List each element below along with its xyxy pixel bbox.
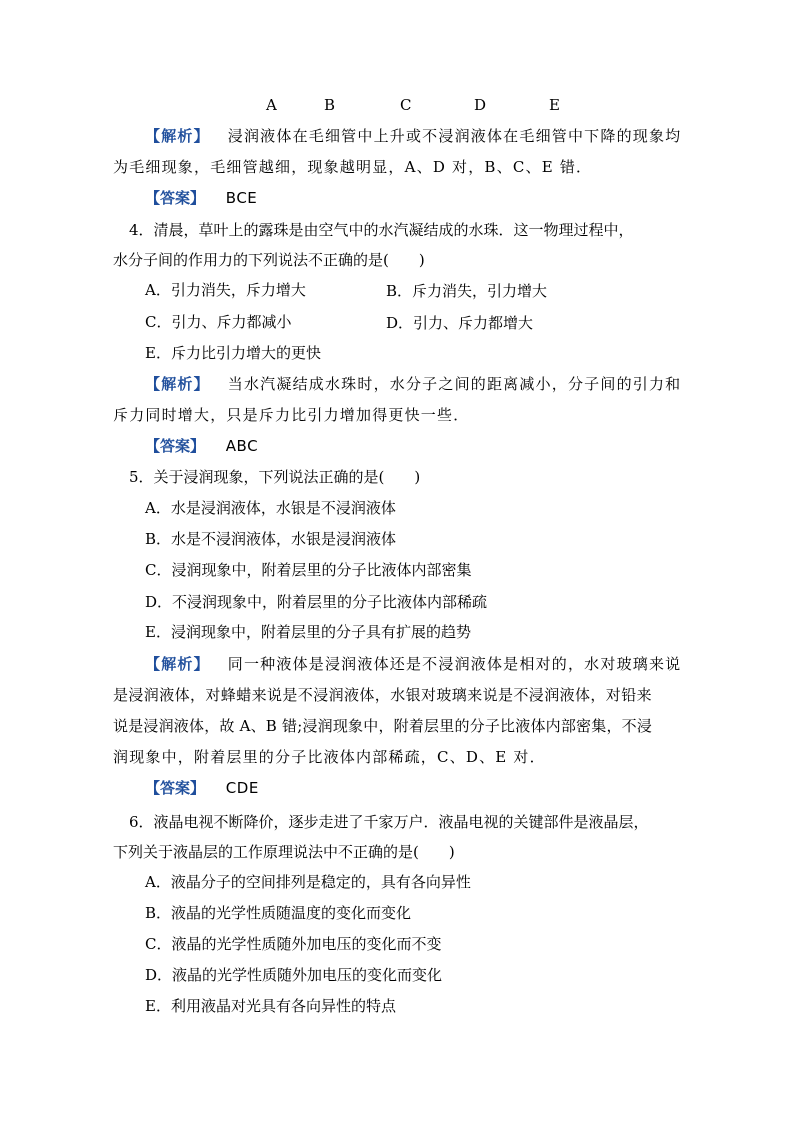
answer-tag: 【答案】 (145, 779, 206, 797)
q6-option-b: B．液晶的光学性质随温度的变化而变化 (145, 904, 412, 922)
q3-answer (145, 188, 257, 208)
q6-stem-line-2: 下列关于液晶层的工作原理说法中不正确的是( ) (113, 843, 455, 861)
q4-option-c: C．引力、斥力都减小 (145, 313, 292, 331)
q5-analysis-line-3: 说是浸润液体，故 A、B 错;浸润现象中，附着层里的分子比液体内部密集，不浸 (113, 717, 653, 735)
figure-label-e: E (549, 96, 560, 114)
answer-tag: 【答案】 (145, 437, 206, 455)
q6-option-c: C．液晶的光学性质随外加电压的变化而不变 (145, 935, 442, 953)
q4-answer (145, 436, 258, 456)
q4-analysis-line-2: 斥力同时增大，只是斥力比引力增加得更快一些． (113, 406, 470, 424)
q5-analysis-text-1: 同一种液体是浸润液体还是不浸润液体是相对的，水对玻璃来说 (227, 655, 682, 673)
q3-answer-value: BCE (225, 189, 258, 207)
figure-label-b: B (324, 96, 336, 114)
answer-tag: 【答案】 (145, 189, 206, 207)
q3-analysis-line-2: 为毛细现象，毛细管越细，现象越明显，A、D 对，B、C、E 错． (113, 158, 593, 176)
figure-label-d: D (474, 96, 487, 114)
q4-stem-line-1: 4．清晨，草叶上的露珠是由空气中的水汽凝结成的水珠．这一物理过程中， (129, 221, 634, 239)
q5-option-d: D．不浸润现象中，附着层里的分子比液体内部稀疏 (145, 593, 488, 611)
q3-analysis-text-1: 浸润液体在毛细管中上升或不浸润液体在毛细管中下降的现象均 (227, 127, 682, 145)
q4-option-e: E．斥力比引力增大的更快 (145, 344, 321, 362)
q5-analysis-line-2: 是浸润液体，对蜂蜡来说是不浸润液体，水银对玻璃来说是不浸润液体，对铅来 (113, 686, 653, 704)
q4-stem-line-2: 水分子间的作用力的下列说法不正确的是( ) (113, 251, 425, 269)
analysis-tag: 【解析】 (145, 127, 210, 145)
analysis-tag: 【解析】 (145, 655, 210, 673)
q4-analysis-text-1: 当水汽凝结成水珠时，水分子之间的距离减小，分子间的引力和 (227, 375, 682, 393)
q5-answer-value: CDE (225, 779, 259, 797)
q5-analysis-line-1 (145, 654, 681, 674)
q5-stem: 5．关于浸润现象，下列说法正确的是( ) (129, 468, 421, 486)
q6-option-a: A．液晶分子的空间排列是稳定的，具有各向异性 (145, 873, 471, 891)
q6-stem-line-1: 6．液晶电视不断降价，逐步走进了千家万户．液晶电视的关键部件是液晶层， (129, 813, 649, 831)
q5-analysis-line-4: 润现象中，附着层里的分子比液体内部稀疏，C、D、E 对． (113, 748, 546, 766)
q5-option-e: E．浸润现象中，附着层里的分子具有扩展的趋势 (145, 623, 471, 641)
q6-option-e: E．利用液晶对光具有各向异性的特点 (145, 997, 396, 1015)
q3-analysis-line-1 (145, 126, 681, 146)
q4-analysis-line-1 (145, 374, 681, 394)
q4-option-a: A．引力消失，斥力增大 (145, 281, 306, 299)
q4-answer-value: ABC (225, 437, 259, 455)
q5-answer (145, 778, 259, 798)
analysis-tag: 【解析】 (145, 375, 210, 393)
q5-option-b: B．水是不浸润液体，水银是浸润液体 (145, 530, 397, 548)
q5-option-c: C．浸润现象中，附着层里的分子比液体内部密集 (145, 561, 472, 579)
figure-label-a: A (266, 96, 277, 114)
q5-option-a: A．水是浸润液体，水银是不浸润液体 (145, 499, 396, 517)
q4-option-b: B．斥力消失，引力增大 (386, 282, 548, 300)
q4-option-d: D．引力、斥力都增大 (386, 314, 534, 332)
q6-option-d: D．液晶的光学性质随外加电压的变化而变化 (145, 966, 443, 984)
figure-label-c: C (400, 96, 412, 114)
